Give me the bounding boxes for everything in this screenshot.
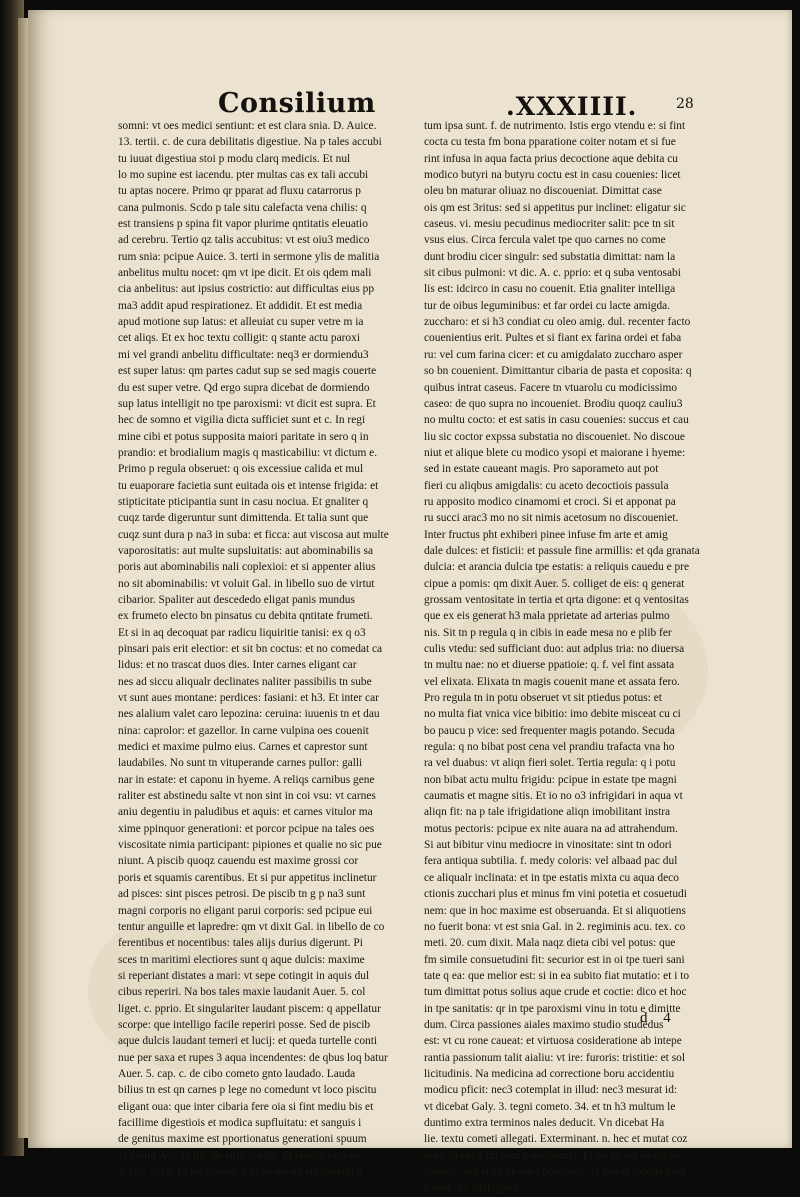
text-line: cocta cu testa fm bona pparatione coiter notam et si fue <box>424 136 676 149</box>
text-line: vsus eius. Circa fercula valet tpe quo carnes no come <box>424 234 666 247</box>
text-line: niut et alique blete cu modico ysopi et maiorane i hyeme: <box>424 446 686 459</box>
text-line: dunt brodiu cicer singulr: sed substatia dimittat: nam la <box>424 250 676 263</box>
text-line: Auer. 5. cap. c. de cibo cometo gnto laudado. Lauda <box>118 1067 356 1080</box>
text-line: sup latus intelligit no tpe paroxismi: vt dicit est supra. Et <box>118 397 376 410</box>
text-line: cibarior. Spaliter aut descededo eligat panis mundus <box>118 593 355 606</box>
text-line: modico butyri na butyru coctu est in casu couenies: licet <box>424 169 681 182</box>
text-line: cipue a pomis: qm dixit Auer. 5. colliget de eis: q generat <box>424 577 685 590</box>
text-line: licitudinis. Na medicina ad correctione boru accidentiu <box>424 1067 675 1080</box>
text-line: sces tn maritimi electiores sunt q aque dulcis: maxime <box>118 953 365 966</box>
text-line: meti. 20. cum dixit. Mala naqz dieta cibi vel potus: que <box>424 937 676 950</box>
text-line: Et si in aq decoquat par radicu liquiritie tanisi: ex q o3 <box>118 626 366 639</box>
book-page <box>28 10 792 1195</box>
text-line: magni corporis no eligant parui corporis: sed pcipue eui <box>118 904 373 917</box>
text-line: scorpe: que intelligo facile reperiri posse. Sed de piscib <box>118 1018 371 1031</box>
text-line: eligant oua: que inter cibaria fere oia si fint mediu bis et <box>118 1100 374 1113</box>
text-line: tur de oibus leguminibus: et far ordei cu lacte amigda. <box>424 299 671 312</box>
text-line: rint infusa in aqua facta prius decoctione aque debita cu <box>424 152 678 165</box>
text-line: pora ab ea: q fm nam consistentia. Et no tm est ab eis ab <box>424 1149 681 1162</box>
text-line: no multa fiat vnica vice bibitio: imo debite misceat cu ci <box>424 708 681 721</box>
text-line: aque dulcis laudant temeri et lucij: et queda turtelle conti <box>118 1035 378 1048</box>
text-line: no fuerit bona: vt est snia Gal. in 2. regiminis acu. tex. co <box>424 920 686 933</box>
text-line: ru: vel cum farina cicer: et cu amigdalato zuccharo asper <box>424 348 683 361</box>
text-line: tu aptas nocere. Primo qr pparat ad fluxu catarrorus p <box>118 185 361 198</box>
text-line: cia anbelitus: aut ipsius costrictio: aut difficultas eius pp <box>118 283 375 296</box>
text-line: zuccharo: et si h3 condiat cu oleo amig. dul. recenter facto <box>424 316 691 329</box>
text-line: 2. cap. dixit. Et est opinio: q tn podus ex eis generat q <box>118 1166 363 1178</box>
text-line: pinsari pais erit electior: et sit bn coctus: et no comedat ca <box>118 643 383 655</box>
text-line: tum ipsa sunt. f. de nutrimento. Istis ergo vtendu e: si fint <box>424 120 686 132</box>
text-line: de genitus maxime est pportionatus generationi spuum <box>118 1133 367 1146</box>
text-line: ra vel duabus: vt aliqn fieri solet. Tertia regula: q i potu <box>424 757 676 770</box>
text-line: poris et squamis carentibus. Et si pur appetitus inclinetur <box>118 871 377 884</box>
text-line: nem: que in hoc maxime est obseruanda. Et si aliquotiens <box>424 904 686 917</box>
text-line: stinedu: sed et ex pposito pcurandu: vt lete et iocude vina <box>424 1166 686 1178</box>
text-line: tum dimittat potus solius aque crude et coctie: dico et hoc <box>424 986 687 999</box>
left-text-column <box>118 118 404 1180</box>
text-line: tu euaporare facietia sunt euitada ois et intense frigida: et <box>118 479 379 492</box>
text-line: est super latus: qm partes cadut sup se sed magis couerte <box>118 365 377 378</box>
text-line: modicu pficit: nec3 cotemplat in illud: nec3 mesurat id: <box>424 1084 678 1097</box>
text-line: est: vt cu rone caueat: et virtuosa cosideratione ab intepe <box>424 1035 682 1048</box>
text-line: cet aliqs. Et ex hoc textu colligit: q stante actu paroxi <box>118 332 360 345</box>
text-line: caumatis et magne sitis. Et io no o3 infrigidari in aqua vt <box>424 790 683 803</box>
text-line: vel elixata. Elixata tn magis couenit mane et assata fero. <box>424 675 680 688</box>
text-line: tate q ea: que melior est: si in ea subito fiat mutatio: et i to <box>424 969 690 982</box>
text-line: stipticitate pticipantia sunt in casu nociua. Et gnaliter q <box>118 495 369 508</box>
text-line: bilius tn est qn carnes p lege no comedunt vt loco piscitu <box>118 1084 377 1097</box>
text-line: so bn couenient. Dimittantur cibaria de pasta et coposita: q <box>424 365 692 378</box>
text-line: fm simile consuetudini fit: securior est in oi tpe tueri sani <box>424 953 685 966</box>
text-line: dum. Circa passiones aiales maximo studio studedus <box>424 1018 664 1031</box>
text-line: dulcia: et arancia dulcia tpe estatis: a reliquis cauedu e pre <box>424 561 690 574</box>
text-line: est transiens p spina fit vapor plurime qntitatis eleuatio <box>118 218 368 231</box>
text-line: tu iuuat digestiua stoi p modu clarq medicis. Et nul <box>118 152 351 165</box>
text-line: vt sunt aues montane: perdices: fasiani: et h3. Et inter car <box>118 692 379 705</box>
text-line: tentur anguille et lapredre: qm vt dixit Gal. in libello de co <box>118 920 385 933</box>
text-line: rum snia: pcipue Auice. 3. terti in sermone ylis de malitia <box>118 250 380 263</box>
running-head-left: Consilium <box>218 88 376 119</box>
text-line: ferentibus et nocentibus: tales alijs durius digerunt. Pi <box>118 937 363 950</box>
text-line: xime ppinquor generationi: et porcor pcipue na tales oes <box>118 822 375 835</box>
text-line: fieri cu aliqbus amigdalis: cu aceto decoctiois passula <box>424 479 669 492</box>
text-line: hec de somno et vigilia dicta sufficiet sunt et c. In regi <box>118 414 366 427</box>
text-line: anbelitus multu nocet: qm vt ipe dicit. Et ois qdem mali <box>118 267 372 280</box>
text-line: ois qm est 3ritus: sed si appetitus pur inclinet: eligatur sic <box>424 201 686 214</box>
text-line: medici et maxime pulmo eius. Carnes et caprestor sunt <box>118 741 368 754</box>
text-line: couenientius erit. Pultes et si fiant ex farina ordei et faba <box>424 332 682 345</box>
text-line: in tpe sanitatis: qr in tpe paroxismi vinu in totu e dimitte <box>424 1002 681 1015</box>
text-line: vt dicebat Galy. 3. tegni cometo. 34. et tn h3 multum le <box>424 1100 676 1113</box>
text-line: motus pectoris: pcipue ex nite auara na ad attrahendum. <box>424 822 678 835</box>
text-line: apud motione sup latus: et alleuiat cu super vetre m ia <box>118 316 364 329</box>
text-line: du est super vetre. Qd ergo supra dicebat de dormiendo <box>118 381 370 394</box>
text-line: cana pulmonis. Scdo p tale situ calefacta vena chilis: q <box>118 201 367 214</box>
text-line: lo mo supine est iacendu. pter multas cas ex tali accubi <box>118 169 369 182</box>
text-line: non bibat actu multu frigidu: pcipue in estate tpe magni <box>424 773 677 786</box>
text-line: si reperiant distates a mari: vt sepe cotingit in aquis dul <box>118 969 370 982</box>
text-line: bo paucu p vice: sed frequenter magis potando. Secuda <box>424 724 675 737</box>
text-line: ru succi arac3 mo no sit nimis acetosum no discoueniet. <box>424 512 679 525</box>
text-line: oleu bn maturar oliuaz no discoueniat. Dimittat case <box>424 185 662 198</box>
text-line: regula: q no bibat post cena vel prandiu trafacta vna ho <box>424 741 675 754</box>
text-line: raliter est abstinedu salte vt non sint in coi vsu: vt carnes <box>118 790 376 803</box>
text-line: ad cerebru. Tertio qz talis accubitus: vt est oiu3 medico <box>118 234 370 247</box>
text-line: lidus: et no trascat duos dies. Inter carnes eligant car <box>118 659 357 672</box>
text-line: cuqz sunt dura p na3 in suba: et ficca: aut viscosa aut multe <box>118 528 389 541</box>
text-line: nes alalium valet caro lepozina: ceruina: iuuenis tn et dau <box>118 708 380 721</box>
text-line: cuqz tarde digeruntur sunt dimittenda. Et talia sunt que <box>118 512 369 525</box>
text-line: Pro regula tn in potu obseruet vt sit ptiedus potus: et <box>424 692 662 705</box>
text-line: liu sic coctor expssa substatia no discoueniet. No discoue <box>424 430 685 443</box>
right-text-column <box>424 118 724 1197</box>
text-line: mine cibi et potus supposita maiori paritate in sero q in <box>118 430 369 443</box>
text-line: nar in estate: et caponu in hyeme. A reliqs carnibus gene <box>118 773 375 786</box>
text-line: aliqn fit: na p tale ifrigidatione aliqn imobilitant instra <box>424 806 671 819</box>
text-line: ctionis zucchari plus et minus fm vini potetia et cosuetudi <box>424 888 687 901</box>
signature-mark: d 4 <box>640 1010 677 1026</box>
text-line: Primo p regula obseruet: q ois excessiue calida et mul <box>118 463 364 476</box>
text-line: nis. Sit tn p regula q in cibis in eade mesa no e plib fer <box>424 626 672 639</box>
text-line: viscositate nimia participant: pipiones et qualie no sic pue <box>118 839 382 852</box>
text-line: 13. tertii. c. de cura debilitatis digestiue. Na p tales accubi <box>118 136 382 149</box>
text-line: aniu degentiu in paludibus et aquis: et carnes vitulor ma <box>118 806 373 819</box>
text-line: niunt. A piscib quoqz cauendu est maxime grossi cor <box>118 855 359 868</box>
text-line: no multu cocto: et est satis in casu couenies: succus et cau <box>424 414 689 427</box>
text-line: sit cibus pulmoni: vt dic. A. c. pprio: et q suba ventosabi <box>424 267 681 280</box>
text-line: caseus. vi. mesiu pecudinus mediocriter salit: pce tn sit <box>424 218 675 231</box>
running-head-right: .XXXIIII. <box>506 92 638 121</box>
folio-number: 28 <box>676 96 694 112</box>
text-line: quibus intrat caseus. Facere tn vtuarolu cu modicissimo <box>424 381 678 394</box>
text-line: lis est: idcirco in casu no couenit. Etia gnaliter intelliga <box>424 283 676 296</box>
text-line: Inter fructus pht exhiberi pinee infuse fm arte et amig <box>424 528 668 541</box>
text-line: nina: caprolor: et gazellor. In carne vulpina oes couenit <box>118 724 369 737</box>
text-line: que ex eis generat h3 mala pprietate ad arterias pulmo <box>424 610 670 623</box>
text-line: facillime digestiois et modica supfluitatu: et sanguis i <box>118 1116 362 1129</box>
text-line: poris aut abominabilis nali coplexioi: et si appenter alius <box>118 561 376 574</box>
text-line: ru apposito modico cinamomi et croci. Si et apponat pa <box>424 495 676 508</box>
text-line: sed in estate caueant magis. Pro saporameto aut pot <box>424 463 659 476</box>
text-line: culis vtedu: sed sufficiant duo: aut adplus tria: no diuersa <box>424 643 685 655</box>
text-line: Si aut bibitur vinu mediocre in vinositate: sint tn odori <box>424 839 672 852</box>
text-line: tn multu nae: no et diuerse ppatioie: q. f. vel fint assata <box>424 659 675 672</box>
text-line: ce aliqualr inclinata: et in tpe estatis mixta cu aqua deco <box>424 871 679 884</box>
text-line: cibus reperiri. Na bos tales maxie laudanit Auer. 5. col <box>118 986 366 999</box>
text-line: lie. textu cometi allegati. Exterminant. n. hec et mutat coz <box>424 1133 688 1146</box>
text-line: laudabiles. No sunt tn vituperande carnes pullor: galli <box>118 757 363 770</box>
text-line: rantia passionum talit aialiu: vt ire: furoris: tristitie: et sol <box>424 1051 685 1064</box>
text-line: Consi. Jo. Mat. gradi. <box>424 1182 523 1195</box>
text-line: prandio: et brodialium magis q masticabiliu: vt dictum e. <box>118 446 378 459</box>
text-line: dale dulces: et fisticii: et passule fine armillis: et qda granata <box>424 544 700 557</box>
text-line: nue per saxa et rupes 3 aqua incendentes: de qbus loq batur <box>118 1051 388 1064</box>
text-line: ad pisces: sint pisces petrosi. De piscib tn g p na3 sunt <box>118 888 366 901</box>
text-line: somni: vt oes medici sentiunt: et est clara snia. D. Auice. <box>118 120 377 132</box>
text-line: nes ad siccu aliqualr declinates naliter passibilis tn sube <box>118 675 372 688</box>
text-line: grossam ventositate in tertia et qrta digone: et q ventositas <box>424 593 689 606</box>
text-line: mi vel grandi anbelitu difficultate: neq3 er dormiendu3 <box>118 348 369 361</box>
text-line: duntimo extra terminos nales deducit. Vn dicebat Ha <box>424 1116 665 1129</box>
text-line: ma3 addit apud respirationez. Et addidit. Et est media <box>118 299 363 312</box>
text-line: vt voluit Aui. in lib. de virib cordis. Et laudas ea Auer. <box>118 1149 365 1162</box>
text-line: fera antiqua subtilia. f. medy coloris: vel albaad pac dul <box>424 855 678 868</box>
text-line: ex frumeto electo bn pinsatus cu debita qntitate frumeti. <box>118 610 373 623</box>
text-line: no sit abominabilis: vt voluit Gal. in libello suo de virtut <box>118 577 375 590</box>
text-line: liget. c. pprio. Et singulariter laudant piscem: q appellatur <box>118 1002 381 1015</box>
text-line: caseo: de quo supra no incoueniet. Brodiu quoqz cauliu3 <box>424 397 683 410</box>
text-line: vaporositatis: aut multe supsluitatis: aut abominabilis sa <box>118 544 373 557</box>
